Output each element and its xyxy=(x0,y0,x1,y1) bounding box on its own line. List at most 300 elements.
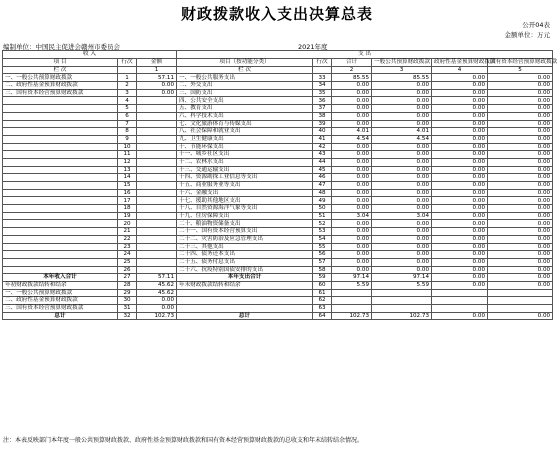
fund-budget: 0.00 xyxy=(432,97,488,105)
left-amount xyxy=(137,120,177,128)
right-item: 十一、城乡社区支出 xyxy=(177,151,313,159)
general-budget: 85.55 xyxy=(372,74,432,82)
general-budget: 0.00 xyxy=(372,220,432,228)
fund-budget: 0.00 xyxy=(432,205,488,213)
left-amount: 0.00 xyxy=(137,82,177,90)
right-row-no: 44 xyxy=(313,158,332,166)
right-item: 二十五、债务付息支出 xyxy=(177,258,313,266)
total: 0.00 xyxy=(332,97,372,105)
general-budget: 0.00 xyxy=(372,235,432,243)
fund-budget xyxy=(432,297,488,305)
expense-header: 支 出 xyxy=(177,51,553,59)
soe-budget: 0.00 xyxy=(488,182,553,190)
fund-budget: 0.00 xyxy=(432,143,488,151)
right-item: 十、节能环保支出 xyxy=(177,143,313,151)
general-budget: 0.00 xyxy=(372,97,432,105)
fund-budget: 0.00 xyxy=(432,212,488,220)
soe-budget: 0.00 xyxy=(488,312,553,320)
table-row xyxy=(3,166,553,174)
left-row-no: 3 xyxy=(118,89,137,97)
left-item xyxy=(3,97,118,105)
right-item: 十四、资源勘探工业信息等支出 xyxy=(177,174,313,182)
soe-budget: 0.00 xyxy=(488,112,553,120)
left-amount xyxy=(137,197,177,205)
income-header: 收 入 xyxy=(3,51,177,59)
header-row-1 xyxy=(3,51,553,59)
left-row-no: 12 xyxy=(118,158,137,166)
table-row xyxy=(3,258,553,266)
total: 102.73 xyxy=(332,312,372,320)
fund-budget: 0.00 xyxy=(432,235,488,243)
left-row-no: 27 xyxy=(118,274,137,282)
soe-budget: 0.00 xyxy=(488,243,553,251)
left-item xyxy=(3,197,118,205)
total: 0.00 xyxy=(332,182,372,190)
soe-budget: 0.00 xyxy=(488,189,553,197)
organization: 编制单位：中国民主促进会赣州市委员会 xyxy=(3,43,120,51)
left-amount xyxy=(137,182,177,190)
right-item: 二十二、灾害防治及应急管理支出 xyxy=(177,235,313,243)
fund-budget: 0.00 xyxy=(432,151,488,159)
left-row-no: 32 xyxy=(118,312,137,320)
left-item xyxy=(3,174,118,182)
table-row xyxy=(3,297,553,305)
left-row-no: 26 xyxy=(118,266,137,274)
table-row xyxy=(3,143,553,151)
right-row-no: 49 xyxy=(313,197,332,205)
left-row-no: 17 xyxy=(118,197,137,205)
left-row-no: 18 xyxy=(118,205,137,213)
general-budget: 0.00 xyxy=(372,166,432,174)
left-amount xyxy=(137,151,177,159)
left-row-no: 8 xyxy=(118,128,137,136)
soe-budget: 0.00 xyxy=(488,158,553,166)
total: 4.54 xyxy=(332,135,372,143)
left-row-no: 30 xyxy=(118,297,137,305)
right-row-no: 56 xyxy=(313,251,332,259)
report-title: 财政拨款收入支出决算总表 xyxy=(180,5,373,23)
total xyxy=(332,297,372,305)
table-row xyxy=(3,189,553,197)
soe-budget: 0.00 xyxy=(488,251,553,259)
left-row-no: 7 xyxy=(118,120,137,128)
soe-budget: 0.00 xyxy=(488,235,553,243)
soe-budget: 0.00 xyxy=(488,266,553,274)
right-row-no: 41 xyxy=(313,135,332,143)
total: 0.00 xyxy=(332,189,372,197)
fund-budget: 0.00 xyxy=(432,82,488,90)
right-row-no: 43 xyxy=(313,151,332,159)
right-item: 十八、自然资源海洋气象等支出 xyxy=(177,205,313,213)
soe-budget xyxy=(488,305,553,313)
left-item: 年初财政拨款结转和结余 xyxy=(3,281,118,289)
total: 0.00 xyxy=(332,243,372,251)
left-row-no: 9 xyxy=(118,135,137,143)
general-budget: 0.00 xyxy=(372,89,432,97)
soe-budget: 0.00 xyxy=(488,258,553,266)
right-item xyxy=(177,297,313,305)
soe-budget: 0.00 xyxy=(488,220,553,228)
right-row-no: 60 xyxy=(313,281,332,289)
left-item xyxy=(3,166,118,174)
left-amount xyxy=(137,112,177,120)
left-amount xyxy=(137,243,177,251)
right-row-no: 63 xyxy=(313,305,332,313)
right-item: 十九、住房保障支出 xyxy=(177,212,313,220)
left-item xyxy=(3,220,118,228)
general-budget: 0.00 xyxy=(372,197,432,205)
right-row-no: 58 xyxy=(313,266,332,274)
fund-budget: 0.00 xyxy=(432,197,488,205)
total: 0.00 xyxy=(332,158,372,166)
total: 0.00 xyxy=(332,151,372,159)
soe-budget: 0.00 xyxy=(488,205,553,213)
fund-budget: 0.00 xyxy=(432,258,488,266)
general-budget: 4.01 xyxy=(372,128,432,136)
fund-budget: 0.00 xyxy=(432,220,488,228)
col-row-no-right: 行次 xyxy=(313,59,332,67)
general-budget: 0.00 xyxy=(372,205,432,213)
total: 0.00 xyxy=(332,228,372,236)
left-item xyxy=(3,228,118,236)
soe-budget: 0.00 xyxy=(488,274,553,282)
left-item xyxy=(3,266,118,274)
fund-budget: 0.00 xyxy=(432,228,488,236)
left-amount xyxy=(137,220,177,228)
table-row xyxy=(3,205,553,213)
left-row-no: 5 xyxy=(118,105,137,113)
right-row-no: 39 xyxy=(313,120,332,128)
total: 0.00 xyxy=(332,89,372,97)
left-item xyxy=(3,251,118,259)
table-row xyxy=(3,266,553,274)
right-item: 五、教育支出 xyxy=(177,105,313,113)
general-budget: 0.00 xyxy=(372,174,432,182)
general-budget: 0.00 xyxy=(372,258,432,266)
left-amount xyxy=(137,128,177,136)
form-number: 公开04表 xyxy=(522,21,550,29)
fund-budget xyxy=(432,305,488,313)
total: 0.00 xyxy=(332,266,372,274)
right-item: 七、文化旅游体育与传媒支出 xyxy=(177,120,313,128)
col-amount: 金额 xyxy=(137,59,177,67)
total: 85.55 xyxy=(332,74,372,82)
lanci-left: 栏 次 xyxy=(3,67,118,74)
fund-budget: 0.00 xyxy=(432,112,488,120)
soe-budget: 0.00 xyxy=(488,166,553,174)
right-row-no: 54 xyxy=(313,235,332,243)
right-item: 二十一、国有资本经营预算支出 xyxy=(177,228,313,236)
left-item xyxy=(3,105,118,113)
left-row-no: 14 xyxy=(118,174,137,182)
left-item: 本年收入合计 xyxy=(3,274,118,282)
right-row-no: 48 xyxy=(313,189,332,197)
colidx-5: 5 xyxy=(488,67,553,74)
right-item: 本年支出合计 xyxy=(177,274,313,282)
general-budget xyxy=(372,289,432,297)
total: 3.04 xyxy=(332,212,372,220)
right-row-no: 51 xyxy=(313,212,332,220)
general-budget: 0.00 xyxy=(372,120,432,128)
right-item: 八、社会保障和就业支出 xyxy=(177,128,313,136)
left-item xyxy=(3,205,118,213)
footnote: 注：本表反映部门本年度一般公共预算财政拨款、政府性基金预算财政拨款和国有资本经营预算财政拨款的总收支和年末结转结余情况。 xyxy=(3,437,364,444)
left-row-no: 23 xyxy=(118,243,137,251)
table-row xyxy=(3,212,553,220)
colidx-1: 1 xyxy=(137,67,177,74)
total: 0.00 xyxy=(332,143,372,151)
soe-budget: 0.00 xyxy=(488,281,553,289)
left-amount: 0.00 xyxy=(137,305,177,313)
right-row-no: 53 xyxy=(313,228,332,236)
general-budget: 102.73 xyxy=(372,312,432,320)
right-item: 十三、交通运输支出 xyxy=(177,166,313,174)
fund-budget: 0.00 xyxy=(432,166,488,174)
left-amount xyxy=(137,158,177,166)
total: 97.14 xyxy=(332,274,372,282)
right-row-no: 36 xyxy=(313,97,332,105)
left-row-no: 29 xyxy=(118,289,137,297)
general-budget: 0.00 xyxy=(372,105,432,113)
left-item xyxy=(3,158,118,166)
fund-budget: 0.00 xyxy=(432,266,488,274)
left-item: 总计 xyxy=(3,312,118,320)
general-budget xyxy=(372,305,432,313)
fund-budget: 0.00 xyxy=(432,243,488,251)
total: 0.00 xyxy=(332,197,372,205)
fiscal-year: 2021年度 xyxy=(298,43,328,51)
soe-budget: 0.00 xyxy=(488,105,553,113)
general-budget: 0.00 xyxy=(372,228,432,236)
total: 0.00 xyxy=(332,166,372,174)
right-row-no: 45 xyxy=(313,166,332,174)
right-item: 九、卫生健康支出 xyxy=(177,135,313,143)
left-item: 二、政府性基金预算财政拨款 xyxy=(3,297,118,305)
left-item: 一、一般公共预算财政拨款 xyxy=(3,74,118,82)
fund-budget: 0.00 xyxy=(432,251,488,259)
lanci-right: 栏 次 xyxy=(177,67,313,74)
table-row xyxy=(3,243,553,251)
table-row xyxy=(3,197,553,205)
general-budget: 0.00 xyxy=(372,182,432,190)
left-row-no: 15 xyxy=(118,182,137,190)
left-amount: 102.73 xyxy=(137,312,177,320)
right-item: 十七、援助其他地区支出 xyxy=(177,197,313,205)
left-amount xyxy=(137,258,177,266)
col-fund-budget: 政府性基金预算财政拨款 xyxy=(432,59,488,67)
left-item xyxy=(3,189,118,197)
left-item xyxy=(3,143,118,151)
total: 0.00 xyxy=(332,174,372,182)
right-item: 六、科学技术支出 xyxy=(177,112,313,120)
general-budget: 0.00 xyxy=(372,158,432,166)
general-budget xyxy=(372,297,432,305)
table-row xyxy=(3,289,553,297)
left-row-no: 6 xyxy=(118,112,137,120)
right-item: 二十、粮油物资储备支出 xyxy=(177,220,313,228)
colidx-4: 4 xyxy=(432,67,488,74)
right-row-no: 55 xyxy=(313,243,332,251)
right-item: 四、公共安全支出 xyxy=(177,97,313,105)
left-item xyxy=(3,128,118,136)
left-amount xyxy=(137,174,177,182)
left-row-no: 16 xyxy=(118,189,137,197)
total: 0.00 xyxy=(332,258,372,266)
general-budget: 0.00 xyxy=(372,266,432,274)
fund-budget: 0.00 xyxy=(432,312,488,320)
left-amount xyxy=(137,251,177,259)
table-row xyxy=(3,82,553,90)
right-row-no: 62 xyxy=(313,297,332,305)
colidx-3: 3 xyxy=(372,67,432,74)
fund-budget: 0.00 xyxy=(432,120,488,128)
left-amount: 0.00 xyxy=(137,297,177,305)
total: 5.59 xyxy=(332,281,372,289)
fund-budget: 0.00 xyxy=(432,281,488,289)
left-row-no: 31 xyxy=(118,305,137,313)
general-budget: 5.59 xyxy=(372,281,432,289)
right-row-no: 34 xyxy=(313,82,332,90)
soe-budget xyxy=(488,289,553,297)
col-item-func: 项目（按功能分类） xyxy=(177,59,313,67)
table-row xyxy=(3,158,553,166)
right-row-no: 40 xyxy=(313,128,332,136)
total: 0.00 xyxy=(332,251,372,259)
right-row-no: 37 xyxy=(313,105,332,113)
left-amount xyxy=(137,135,177,143)
amount-unit: 金额单位：万元 xyxy=(504,31,550,39)
col-item: 项 目 xyxy=(3,59,118,67)
left-amount: 45.62 xyxy=(137,281,177,289)
general-budget: 0.00 xyxy=(372,251,432,259)
right-item: 二十四、债务还本支出 xyxy=(177,251,313,259)
left-row-no: 2 xyxy=(118,82,137,90)
left-item xyxy=(3,243,118,251)
table-row xyxy=(3,220,553,228)
general-budget: 4.54 xyxy=(372,135,432,143)
right-item xyxy=(177,289,313,297)
fund-budget xyxy=(432,289,488,297)
soe-budget: 0.00 xyxy=(488,97,553,105)
left-row-no: 24 xyxy=(118,251,137,259)
table-row xyxy=(3,97,553,105)
right-item: 十二、农林水支出 xyxy=(177,158,313,166)
left-amount xyxy=(137,189,177,197)
left-row-no: 20 xyxy=(118,220,137,228)
soe-budget: 0.00 xyxy=(488,228,553,236)
table-row xyxy=(3,312,553,320)
right-row-no: 52 xyxy=(313,220,332,228)
general-budget: 0.00 xyxy=(372,189,432,197)
left-amount: 57.11 xyxy=(137,274,177,282)
total: 0.00 xyxy=(332,112,372,120)
left-item: 二、政府性基金预算财政拨款 xyxy=(3,82,118,90)
soe-budget xyxy=(488,297,553,305)
right-row-no: 59 xyxy=(313,274,332,282)
left-row-no: 25 xyxy=(118,258,137,266)
col-total: 合计 xyxy=(332,59,372,67)
fund-budget: 0.00 xyxy=(432,74,488,82)
left-amount xyxy=(137,228,177,236)
right-item: 十六、金融支出 xyxy=(177,189,313,197)
table-row xyxy=(3,105,553,113)
total: 0.00 xyxy=(332,205,372,213)
soe-budget: 0.00 xyxy=(488,135,553,143)
colidx-2: 2 xyxy=(332,67,372,74)
soe-budget: 0.00 xyxy=(488,197,553,205)
soe-budget: 0.00 xyxy=(488,151,553,159)
left-row-no: 22 xyxy=(118,235,137,243)
soe-budget: 0.00 xyxy=(488,174,553,182)
general-budget: 0.00 xyxy=(372,112,432,120)
left-amount: 45.62 xyxy=(137,289,177,297)
total xyxy=(332,289,372,297)
general-budget: 97.14 xyxy=(372,274,432,282)
right-item: 二十六、抗疫特别国债安排的支出 xyxy=(177,266,313,274)
left-row-no: 13 xyxy=(118,166,137,174)
right-row-no: 61 xyxy=(313,289,332,297)
table-row xyxy=(3,235,553,243)
left-amount xyxy=(137,212,177,220)
general-budget: 0.00 xyxy=(372,151,432,159)
right-row-no: 42 xyxy=(313,143,332,151)
general-budget: 0.00 xyxy=(372,243,432,251)
left-item xyxy=(3,235,118,243)
left-amount xyxy=(137,97,177,105)
left-row-no: 1 xyxy=(118,74,137,82)
left-amount xyxy=(137,266,177,274)
fund-budget: 0.00 xyxy=(432,89,488,97)
right-item: 二、外交支出 xyxy=(177,82,313,90)
table-row xyxy=(3,305,553,313)
left-item: 三、国有资本经营预算财政拨款 xyxy=(3,89,118,97)
table-row xyxy=(3,89,553,97)
right-item: 二十三、其他支出 xyxy=(177,243,313,251)
fund-budget: 0.00 xyxy=(432,274,488,282)
left-item xyxy=(3,151,118,159)
fund-budget: 0.00 xyxy=(432,105,488,113)
col-row-no: 行次 xyxy=(118,59,137,67)
soe-budget: 0.00 xyxy=(488,89,553,97)
right-item: 年末财政拨款结转和结余 xyxy=(177,281,313,289)
fund-budget: 0.00 xyxy=(432,189,488,197)
fund-budget: 0.00 xyxy=(432,158,488,166)
total: 0.00 xyxy=(332,220,372,228)
left-amount xyxy=(137,166,177,174)
left-amount xyxy=(137,205,177,213)
table-row xyxy=(3,274,553,282)
table-row xyxy=(3,182,553,190)
right-item: 总计 xyxy=(177,312,313,320)
right-row-no: 64 xyxy=(313,312,332,320)
right-row-no: 57 xyxy=(313,258,332,266)
table-row xyxy=(3,151,553,159)
soe-budget: 0.00 xyxy=(488,74,553,82)
total: 0.00 xyxy=(332,120,372,128)
total: 4.01 xyxy=(332,128,372,136)
right-item xyxy=(177,305,313,313)
column-index-row xyxy=(3,67,553,74)
left-amount xyxy=(137,143,177,151)
table-row xyxy=(3,112,553,120)
left-item xyxy=(3,258,118,266)
total: 0.00 xyxy=(332,235,372,243)
left-item: 一、一般公共预算财政拨款 xyxy=(3,289,118,297)
left-item xyxy=(3,182,118,190)
left-item xyxy=(3,212,118,220)
total: 0.00 xyxy=(332,82,372,90)
right-row-no: 47 xyxy=(313,182,332,190)
